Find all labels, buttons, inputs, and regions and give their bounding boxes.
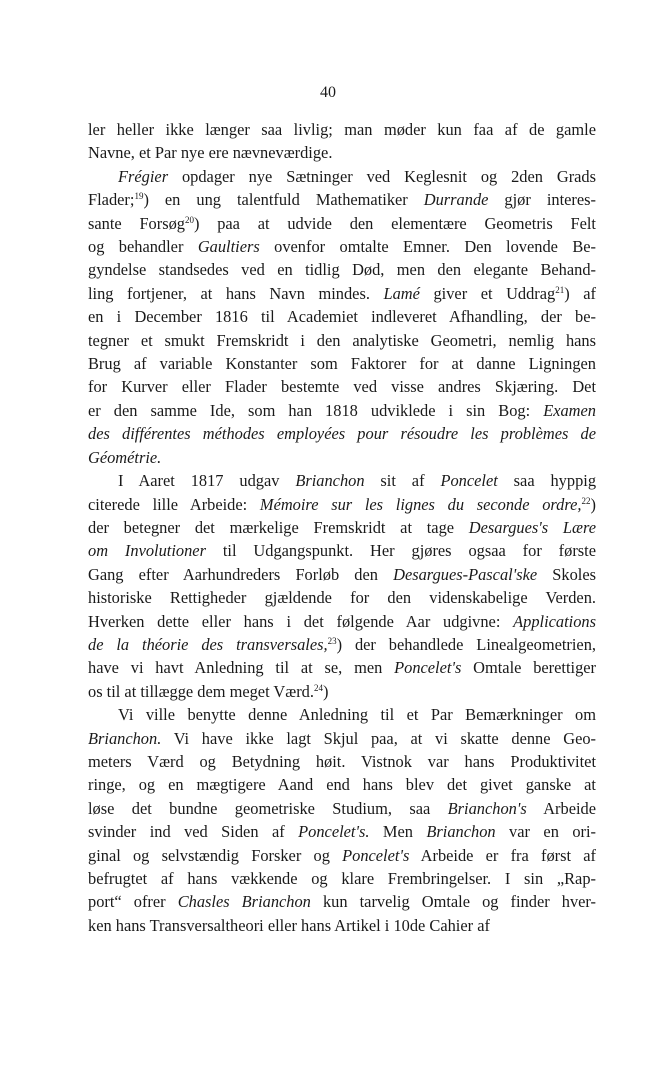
page-number: 40: [320, 84, 336, 101]
text-segment: ling fortjener, at hans Navn mindes.: [88, 283, 384, 303]
text-line: [88, 844, 596, 867]
text-segment: ovenfor omtalte Emner. Den lovende Be-: [259, 237, 596, 257]
text-line: [88, 446, 596, 469]
text-line: [88, 797, 596, 820]
text-line: [88, 750, 596, 773]
footnote-ref: 24: [313, 682, 323, 693]
italic-text: om Involutioner: [88, 541, 206, 561]
text-line: [88, 516, 596, 539]
text-segment: svinder ind ved Siden af: [88, 822, 299, 842]
italic-text: Brianchon.: [88, 728, 162, 748]
text-line: [88, 235, 596, 258]
italic-text: Poncelet: [440, 471, 498, 491]
text-line: [88, 680, 596, 703]
italic-text: Frégier: [118, 166, 169, 186]
footnote-ref: 22: [581, 495, 591, 506]
italic-text: Desargues's Lære: [468, 517, 596, 537]
text-segment: ): [590, 494, 596, 514]
text-segment: befrugtet af hans vækkende og klare Frembringelser. I sin „Rap-: [88, 869, 596, 888]
italic-text: Poncelet's.: [298, 822, 370, 842]
text-line: [88, 165, 596, 188]
text-segment: Hverken dette eller hans i det følgende Aar udgivne:: [88, 611, 514, 631]
text-line: [88, 352, 596, 375]
text-segment: Arbeide: [526, 798, 596, 818]
text-segment: meters Værd og Betydning høit. Vistnok var hans Produktivitet: [88, 751, 596, 771]
text-line: [88, 305, 596, 328]
italic-text: des différentes méthodes employées pour résoudre les problèmes de: [88, 424, 596, 444]
body-text: [88, 118, 596, 937]
text-segment: port“ ofrer: [88, 892, 178, 912]
text-line: [88, 563, 596, 586]
text-segment: Flader;: [88, 190, 135, 210]
italic-text: Brianchon's: [447, 798, 527, 818]
italic-text: Gaultiers: [197, 237, 260, 257]
text-line: [88, 914, 596, 937]
text-line: [88, 727, 596, 750]
text-line: [88, 867, 596, 890]
text-segment: saa hyppig: [497, 471, 597, 491]
italic-text: Desargues-Pascal'ske: [393, 564, 538, 584]
text-segment: ) paa at udvide den elementære Geometris Felt: [193, 213, 596, 233]
text-segment: Arbeide er fra først af: [409, 845, 596, 865]
italic-text: Lamé: [383, 283, 420, 303]
text-segment: opdager nye Sætninger ved Keglesnit og 2den Grads: [168, 166, 596, 186]
text-line: [88, 258, 596, 281]
text-segment: I Aaret 1817 udgav: [118, 471, 296, 491]
text-segment: tegner et smukt Fremskridt i den analytiske Geometri, nemlig hans: [88, 330, 596, 350]
text-line: [88, 703, 596, 726]
text-segment: sante Forsøg: [88, 213, 185, 233]
text-line: [88, 141, 596, 164]
text-line: [88, 188, 596, 211]
text-segment: en i December 1816 til Academiet indleveret Afhandling, der be-: [88, 307, 596, 327]
text-line: [88, 610, 596, 633]
text-segment: historiske Rettigheder gjældende for den videnskabelige Verden.: [88, 588, 596, 608]
text-segment: ): [322, 681, 329, 701]
text-segment: Men: [369, 822, 427, 842]
text-segment: ken hans Transversaltheori eller hans Artikel i 10de Cahier af: [88, 915, 490, 935]
text-segment: kun tarvelig Omtale og finder hver-: [310, 892, 597, 912]
text-segment: og behandler: [88, 237, 198, 257]
footnote-ref: 20: [184, 214, 194, 225]
footnote-ref: 19: [134, 191, 144, 202]
text-segment: var en ori-: [495, 822, 596, 842]
text-segment: gjør interes-: [488, 190, 596, 210]
text-segment: ringe, og en mægtigere Aand end hans blev det givet ganske at: [88, 775, 596, 795]
italic-text: Poncelet's: [394, 658, 462, 678]
text-segment: ) der behandlede Linealgeometrien,: [336, 634, 596, 654]
italic-text: Durrande: [423, 190, 489, 210]
italic-text: de la théorie des transversales,: [88, 634, 328, 654]
italic-text: Chasles Brianchon: [177, 892, 311, 912]
text-segment: er den samme Ide, som han 1818 udviklede i sin Bog:: [88, 400, 544, 420]
text-segment: til Udgangspunkt. Her gjøres ogsaa for første: [205, 541, 596, 561]
text-segment: ginal og selvstændig Forsker og: [88, 845, 343, 865]
text-segment: løse det bundne geometriske Studium, saa: [88, 798, 448, 818]
text-segment: gyndelse standsedes ved en tidlig Død, men den elegante Behand-: [88, 260, 596, 280]
text-segment: Vi have ikke lagt Skjul paa, at vi skatte denne Geo-: [161, 728, 596, 748]
text-line: [88, 282, 596, 305]
italic-text: Brianchon: [426, 822, 496, 842]
text-line: [88, 820, 596, 843]
text-segment: Vi ville benytte denne Anledning til et Par Bemærkninger om: [118, 705, 596, 725]
italic-text: Géométrie.: [88, 447, 162, 467]
italic-text: Mémoire sur les lignes du seconde ordre,: [259, 494, 582, 514]
text-segment: der betegner det mærkelige Fremskridt at tage: [88, 517, 469, 537]
text-line: [88, 422, 596, 445]
text-line: [88, 633, 596, 656]
text-segment: ler heller ikke længer saa livlig; man møder kun faa af de gamle: [88, 120, 596, 139]
text-line: [88, 773, 596, 796]
footnote-ref: 21: [555, 284, 565, 295]
text-segment: Skoles: [537, 564, 596, 584]
text-line: [88, 656, 596, 679]
text-line: [88, 118, 596, 141]
italic-text: Applications: [513, 611, 596, 631]
text-line: [88, 493, 596, 516]
text-segment: citerede lille Arbeide:: [88, 494, 260, 514]
text-line: [88, 586, 596, 609]
text-segment: Navne, et Par nye ere nævneværdige.: [88, 143, 333, 163]
text-line: [88, 469, 596, 492]
text-segment: Gang efter Aarhundreders Forløb den: [88, 564, 394, 584]
italic-text: Poncelet's: [342, 845, 410, 865]
italic-text: Brianchon: [295, 471, 365, 491]
text-line: [88, 399, 596, 422]
text-segment: sit af: [364, 471, 441, 491]
text-line: [88, 329, 596, 352]
text-segment: ) en ung talentfuld Mathematiker: [143, 190, 424, 210]
text-segment: os til at tillægge dem meget Værd.: [88, 681, 314, 701]
italic-text: Examen: [543, 400, 596, 420]
text-line: [88, 212, 596, 235]
text-line: [88, 375, 596, 398]
text-segment: for Kurver eller Flader bestemte ved visse andres Skjæring. Det: [88, 377, 596, 397]
text-segment: Omtale berettiger: [461, 658, 596, 678]
text-line: [88, 539, 596, 562]
text-line: [88, 890, 596, 913]
text-segment: giver et Uddrag: [419, 283, 556, 303]
text-segment: Brug af variable Konstanter som Faktorer for at danne Ligningen: [88, 354, 596, 374]
text-segment: have vi havt Anledning til at se, men: [88, 658, 395, 678]
footnote-ref: 23: [327, 635, 337, 646]
text-segment: ) af: [564, 283, 596, 303]
